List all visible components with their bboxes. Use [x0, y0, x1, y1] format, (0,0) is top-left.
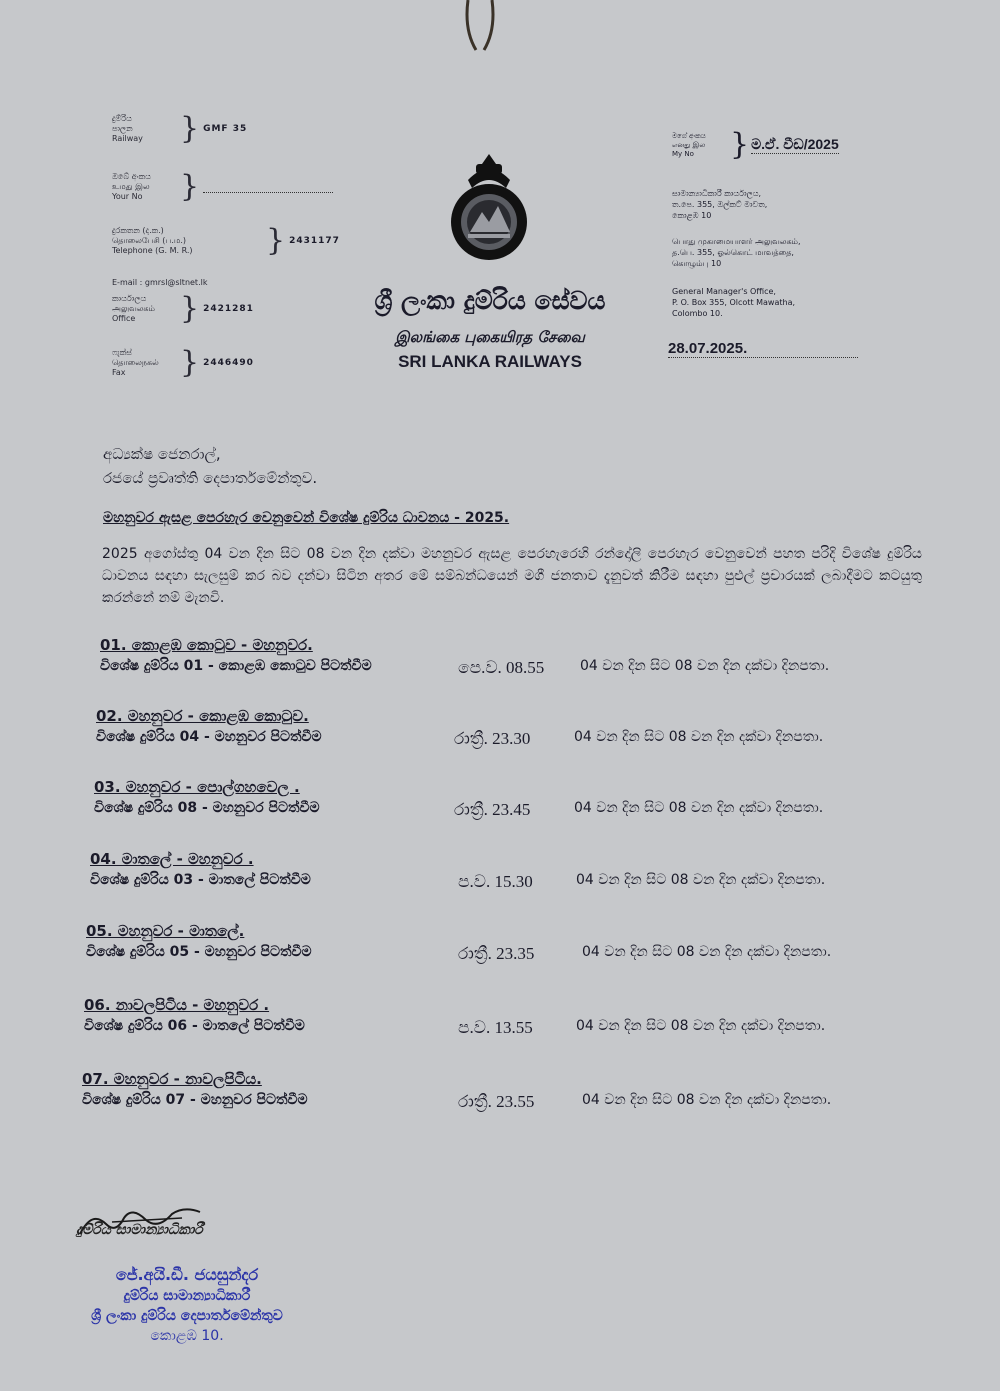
stamp-title: දුම්රිය සාමාන්‍යාධිකාරී [123, 1288, 251, 1304]
contact-value: 2446490 [203, 358, 254, 368]
departure-time: රාත්‍රී. 23.35 [458, 944, 535, 963]
operating-days: 04 වන දින සිට 08 වන දින දක්වා දිනපතා. [576, 1018, 826, 1034]
train-info: විශේෂ දුම්රිය 04 - මහනුවර පිටත්වීම [96, 729, 322, 745]
schedule-section-01 [100, 636, 920, 682]
operating-days: 04 වන දින සිට 08 වන දින දක්වා දිනපතා. [580, 658, 830, 674]
train-info: විශේෂ දුම්රිය 06 - මාතලේ පිටත්වීම [84, 1018, 305, 1034]
addressee [103, 442, 317, 490]
org-name-tamil: இலங்கை புகையிரத சேவை [395, 328, 585, 346]
section-title: 07. මහනුවර - නාවලපිටිය. [82, 1070, 262, 1088]
official-stamp [62, 1264, 312, 1346]
schedule-row [90, 872, 910, 896]
operating-days: 04 වන දින සිට 08 වන දින දක්වා දිනපතා. [576, 872, 826, 888]
schedule-row [86, 944, 916, 968]
section-title: 04. මාතලේ - මහනුවර . [90, 850, 254, 868]
schedule-section-03 [94, 778, 914, 824]
departure-time: රාත්‍රී. 23.45 [454, 800, 531, 819]
schedule-row [82, 1092, 912, 1116]
section-title: 03. මහනුවර - පොල්ගහවෙල . [94, 778, 300, 796]
contact-value: GMF 35 [203, 124, 248, 134]
signatory-title: දුම්රිය සාමාන්‍යාධිකාරී [76, 1222, 203, 1238]
train-info: විශේෂ දුම්රිය 01 - කොළඹ කොටුව පිටත්වීම [100, 658, 372, 674]
schedule-section-05 [86, 922, 916, 968]
schedule-row [96, 729, 916, 753]
contact-row-railway: දුම්රිය පාලන Railway } GMF 35 [112, 111, 248, 146]
section-title: 01. කොළඹ කොටුව - මහනුවර. [100, 636, 313, 654]
operating-days: 04 වන දින සිට 08 වන දින දක්වා දිනපතා. [582, 944, 832, 960]
schedule-section-07 [82, 1070, 912, 1116]
railway-emblem-logo [446, 150, 532, 270]
departure-time: රාත්‍රී. 23.55 [458, 1092, 535, 1111]
subject-line: මහනුවර ඇසළ පෙරහැර වෙනුවෙන් විශේෂ දුම්රිය ධාවනය - 2025. [103, 510, 510, 526]
my-no-label: මගේ අංකය எனது இல My No [672, 131, 706, 158]
contact-label: දුම්රිය පාලන Railway [112, 114, 143, 143]
stamp-name: ජේ.අයි.ඩී. ජයසුන්දර [115, 1265, 259, 1284]
train-info: විශේෂ දුම්රිය 05 - මහනුවර පිටත්වීම [86, 944, 312, 960]
departure-time: ප.ව. 13.55 [458, 1018, 533, 1037]
ribbon-decoration [462, 0, 498, 56]
contact-value: 2421281 [203, 304, 254, 314]
departure-time: රාත්‍රී. 23.30 [454, 729, 531, 748]
contact-label: දුරකතන (ද.ක.) தொலைபேசி (ப.ம.) Telephone (G. M. R.) [112, 226, 193, 255]
addressee-line-2: රජයේ ප්‍රවෘත්ති දෙපාර්තමේන්තුව. [103, 469, 318, 487]
org-name-sinhala: ශ්‍රී ලංකා දුම්රිය සේවය [374, 286, 606, 315]
email-line: E-mail : gmrsl@sltnet.lk [112, 278, 208, 287]
section-title: 05. මහනුවර - මාතලේ. [86, 922, 245, 940]
schedule-row [84, 1018, 914, 1042]
contact-value [203, 182, 333, 193]
contact-label: කාර්යාලය அலுவலகம் Office [112, 294, 155, 323]
train-info: විශේෂ දුම්රිය 08 - මහනුවර පිටත්වීම [94, 800, 320, 816]
addressee-line-1: අධ්‍යක්ෂ ජෙනරාල්, [103, 445, 221, 463]
schedule-row [94, 800, 914, 824]
intro-paragraph: 2025 අගෝස්තු 04 වන දින සිට 08 වන දින දක්වා මහනුවර ඇසළ පෙරහැරෙහි රන්දෝලි පෙරහැර වෙනුවෙන් පහත පරිදි විශේෂ දුම්රිය ධාවනය සඳහා සැලසුම් කර බව දන්වා සිටින අතර මේ සම්බන්ධයෙන් මගී ජනතාව දැනුවත් කිරීම සඳහා පුළුල් ප්‍රචාරයක් ලබාදීමට කටයුතු කරන්නේ නම් මැනවි. [102, 546, 922, 606]
operating-days: 04 වන දින සිට 08 වන දින දක්වා දිනපතා. [574, 800, 824, 816]
section-title: 02. මහනුවර - කොළඹ කොටුව. [96, 707, 309, 725]
operating-days: 04 වන දින සිට 08 වන දින දක්වා දිනපතා. [574, 729, 824, 745]
departure-time: පෙ.ව. 08.55 [458, 658, 545, 677]
operating-days: 04 වන දින සිට 08 වන දින දක්වා දිනපතා. [582, 1092, 832, 1108]
contact-label: ඔබේ අංකය உமது இல Your No [112, 172, 151, 201]
contact-row-fax: ෆැක්ස් தொலைநகல் Fax } 2446490 [112, 345, 254, 380]
my-no-row: මගේ අංකය எனது இல My No } ම.ඒ. වීඩ/2025 [672, 127, 839, 162]
schedule-section-02 [96, 707, 916, 753]
departure-time: ප.ව. 15.30 [458, 872, 533, 891]
contact-value: 2431177 [289, 236, 340, 246]
org-name-english: SRI LANKA RAILWAYS [398, 352, 582, 371]
schedule-section-06 [84, 996, 914, 1042]
my-no-value: ම.ඒ. වීඩ/2025 [751, 136, 839, 152]
address-sinhala: සාමාන්‍යාධිකාරී කාර්යාලය, ත.පෙ. 355, ඔල්කට් මාවත, කොළඹ 10 [672, 189, 768, 220]
train-info: විශේෂ දුම්රිය 03 - මාතලේ පිටත්වීම [90, 872, 311, 888]
address-english: General Manager's Office, P. O. Box 355, Olcott Mawatha, Colombo 10. [672, 287, 796, 318]
contact-row-your-no: ඔබේ අංකය உமது இல Your No } [112, 172, 333, 202]
section-title: 06. නාවලපිටිය - මහනුවර . [84, 996, 270, 1014]
address-tamil: பொது முகாமையாளர் அலுவலகம், த.பெ. 355, ஓல்கொட் மாவத்தை, கொழும்பு 10 [672, 237, 801, 268]
letter-date: 28.07.2025. [668, 340, 858, 358]
contact-row-telephone: දුරකතන (ද.ක.) தொலைபேசி (ப.ம.) Telephone (G. M. R.) } 2431177 [112, 223, 340, 258]
train-info: විශේෂ දුම්රිය 07 - මහනුවර පිටත්වීම [82, 1092, 308, 1108]
schedule-row [100, 658, 920, 682]
stamp-department: ශ්‍රී ලංකා දුම්රිය දෙපාර්තමේන්තුව [91, 1308, 283, 1324]
contact-row-office: කාර්යාලය அலுவலகம் Office } 2421281 [112, 291, 254, 326]
contact-label: ෆැක්ස් தொலைநகல் Fax [112, 348, 159, 377]
stamp-city: කොළඹ 10. [150, 1328, 224, 1344]
schedule-section-04 [90, 850, 910, 896]
